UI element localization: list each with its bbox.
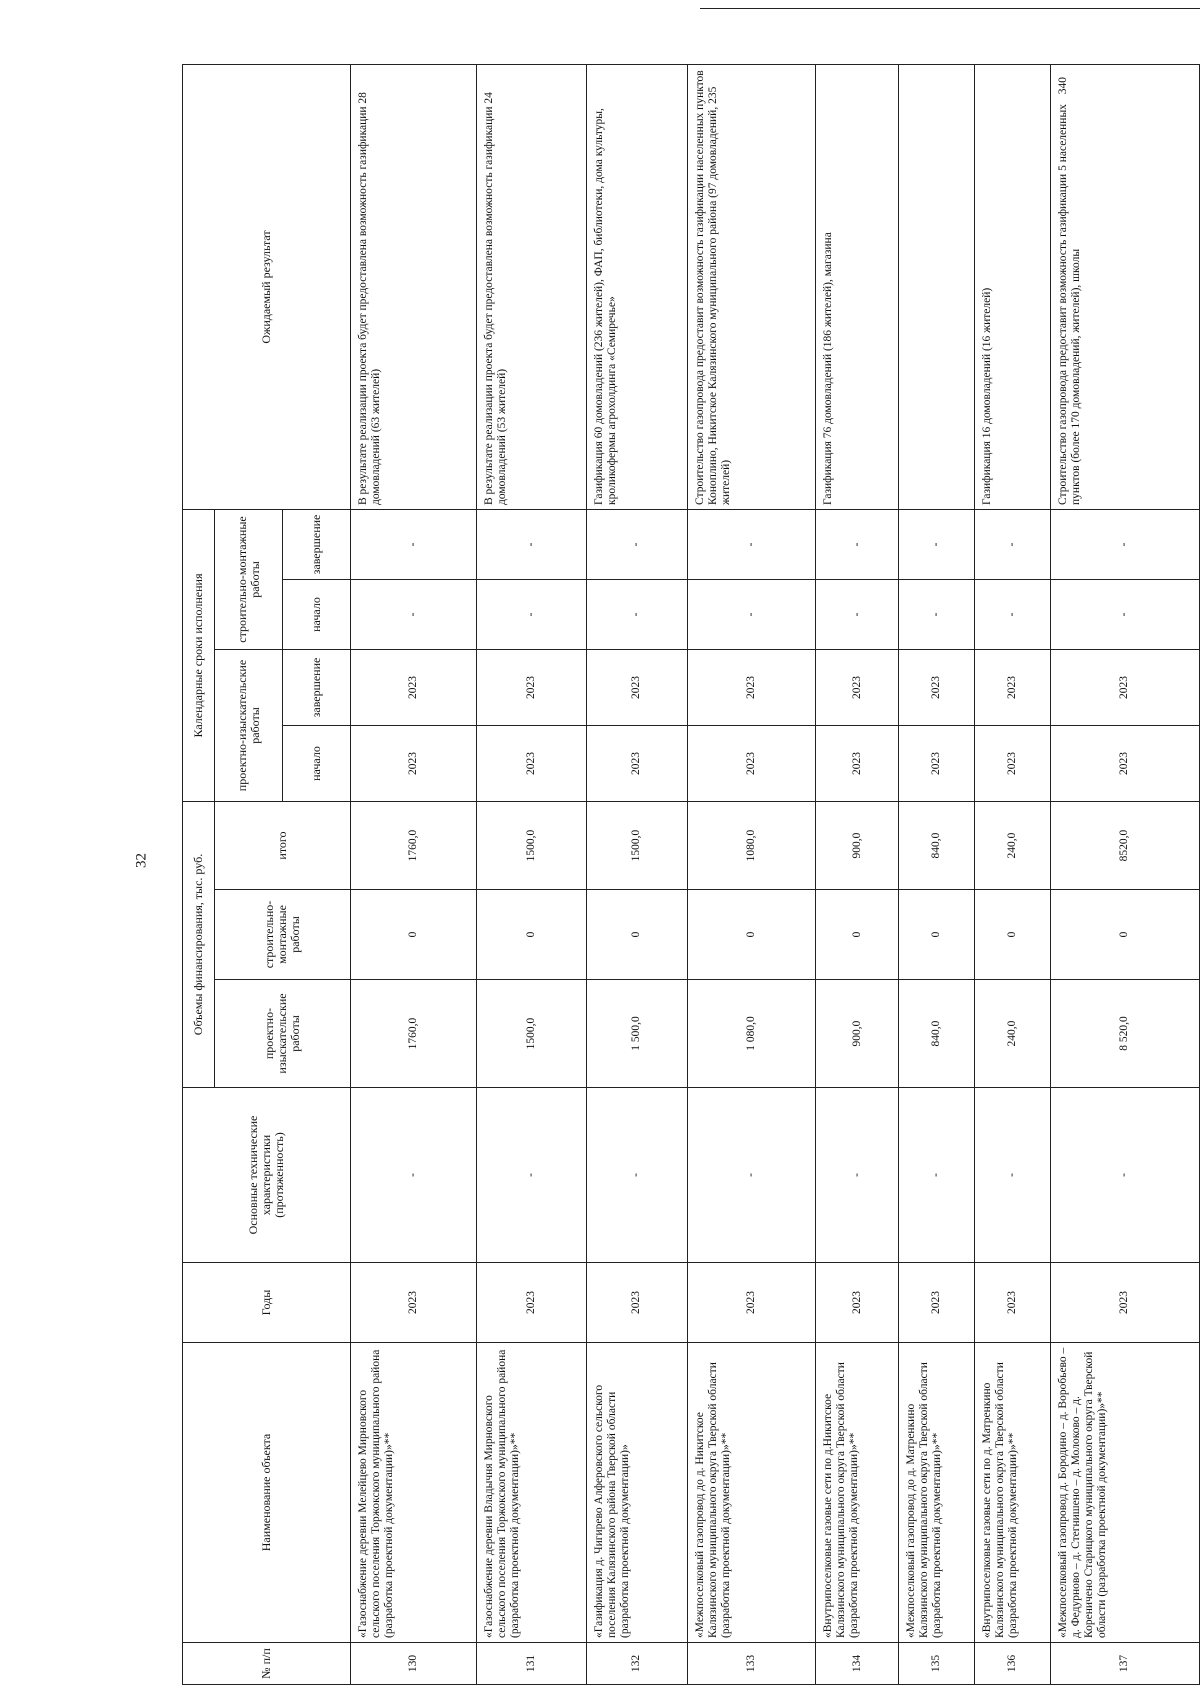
cell-construction: 0 — [586, 890, 687, 980]
result-text: Строительство газопровода предоставит возможность газификации 5 населенных пунктов (более 170 домовладений, жителей), школы — [1056, 104, 1082, 505]
cell-design: 1500,0 — [477, 980, 586, 1088]
cell-design-start: 2023 — [1050, 726, 1199, 802]
cell-construction-start: - — [816, 580, 899, 650]
cell-design: 1 080,0 — [687, 980, 816, 1088]
cell-tech: - — [898, 1088, 974, 1263]
cell-construction-end: - — [816, 509, 899, 579]
cell-result — [1050, 64, 1199, 509]
cell-design: 900,0 — [816, 980, 899, 1088]
cell-design-end: 2023 — [898, 650, 974, 726]
cell-construction: 0 — [1050, 890, 1199, 980]
cell-construction: 0 — [898, 890, 974, 980]
header-construction-cal: строительно-монтажные работы — [215, 509, 283, 649]
cell-num: 137 — [1050, 1643, 1199, 1685]
cell-total: 1500,0 — [586, 802, 687, 890]
cell-result: Газификация 60 домовладений (236 жителей), ФАП, библиотеки, дома культуры, кроликофермы агрохолдинга «Семиречье» — [586, 64, 687, 509]
header-total: итого — [215, 802, 351, 890]
header-calendar: Календарные сроки исполнения — [183, 509, 215, 801]
cell-name: «Газоснабжение деревни Владычня Мирновского сельского поселения Торжокского муниципального района (разработка проектной документации)»** — [477, 1343, 586, 1643]
cell-total: 8520,0 — [1050, 802, 1199, 890]
table-row — [816, 64, 899, 1684]
cell-construction-start: - — [351, 580, 477, 650]
table-row — [898, 64, 974, 1684]
cell-total: 1500,0 — [477, 802, 586, 890]
cell-result: Строительство газопровода предоставит возможность газификации населенных пунктов Коноплино, Никитское Калязинского муниципального района (97 домовладений, 235 жителей) — [687, 64, 816, 509]
cell-tech: - — [1050, 1088, 1199, 1263]
cell-construction-start: - — [1050, 580, 1199, 650]
cell-num: 134 — [816, 1643, 899, 1685]
cell-design-start: 2023 — [898, 726, 974, 802]
cell-design: 1 500,0 — [586, 980, 687, 1088]
cell-name: «Газоснабжение деревни Мелейцево Мирновского сельского поселения Торжокского муниципального района (разработка проектной документации)»** — [351, 1343, 477, 1643]
header-name: Наименование объекта — [183, 1343, 351, 1643]
cell-num: 136 — [974, 1643, 1050, 1685]
cell-total: 1080,0 — [687, 802, 816, 890]
cell-num: 131 — [477, 1643, 586, 1685]
header-finance: Объемы финансирования, тыс. руб. — [183, 802, 215, 1088]
table-row — [477, 64, 586, 1684]
cell-year: 2023 — [1050, 1263, 1199, 1343]
header-end-construction: завершение — [283, 509, 351, 579]
cell-year: 2023 — [816, 1263, 899, 1343]
cell-result: В результате реализации проекта будет предоставлена возможность газификации 24 домовладений (53 жителей) — [477, 64, 586, 509]
header-construction-works: строительно-монтажные работы — [215, 890, 351, 980]
cell-design: 8 520,0 — [1050, 980, 1199, 1088]
cell-name: «Газификация д. Чигирево Алферовского сельского поселения Калязинского района Тверской области (разработка проектной документации)» — [586, 1343, 687, 1643]
cell-result — [898, 64, 974, 509]
table-row — [351, 64, 477, 1684]
cell-construction: 0 — [816, 890, 899, 980]
cell-construction-start: - — [687, 580, 816, 650]
cell-construction-end: - — [586, 509, 687, 579]
cell-result: Газификация 76 домовладений (186 жителей), магазина — [816, 64, 899, 509]
cell-design: 1760,0 — [351, 980, 477, 1088]
cell-year: 2023 — [586, 1263, 687, 1343]
cell-design-end: 2023 — [477, 650, 586, 726]
cell-name: «Внутрипоселковые газовые сети по д.Никитское Калязинского муниципального округа Тверской области (разработка проектной документации)»** — [816, 1343, 899, 1643]
cell-tech: - — [586, 1088, 687, 1263]
cell-result: В результате реализации проекта будет предоставлена возможность газификации 28 домовладений (63 жителей) — [351, 64, 477, 509]
rotated-table-sheet — [182, 65, 1200, 1685]
header-tech: Основные технические характеристики (протяженность) — [183, 1088, 351, 1263]
cell-construction-start: - — [974, 580, 1050, 650]
cell-tech: - — [477, 1088, 586, 1263]
cell-design-end: 2023 — [1050, 650, 1199, 726]
cell-name: «Межпоселковый газопровод д. Бородино – д. Воробьево – д. Федурново – д. Стегнишено – д. Молоково – д. Кореничено Старицкого муниципального округа Тверской области (разработка проектной документации)»** — [1050, 1343, 1199, 1643]
cell-num: 133 — [687, 1643, 816, 1685]
cell-tech: - — [974, 1088, 1050, 1263]
gasification-table — [182, 64, 1200, 1685]
cell-construction-end: - — [477, 509, 586, 579]
header-design-cal: проектно-изыскательские работы — [215, 650, 283, 802]
cell-construction-start: - — [477, 580, 586, 650]
cell-design-end: 2023 — [974, 650, 1050, 726]
header-years: Годы — [183, 1263, 351, 1343]
cell-total: 900,0 — [816, 802, 899, 890]
cell-result: Газификация 16 домовладений (16 жителей) — [974, 64, 1050, 509]
cell-construction-end: - — [687, 509, 816, 579]
cell-year: 2023 — [477, 1263, 586, 1343]
page-number: 32 — [133, 853, 150, 868]
cell-construction-end: - — [974, 509, 1050, 579]
cell-num: 135 — [898, 1643, 974, 1685]
cell-construction-start: - — [898, 580, 974, 650]
header-design-works: проектно-изыскательские работы — [215, 980, 351, 1088]
cell-design-start: 2023 — [974, 726, 1050, 802]
cell-name: «Межпоселковый газопровод до д. Никитское Калязинского муниципального округа Тверской области (разработка проектной документации)»** — [687, 1343, 816, 1643]
header-start-design: начало — [283, 726, 351, 802]
cell-construction: 0 — [477, 890, 586, 980]
cell-design-start: 2023 — [586, 726, 687, 802]
cell-num: 132 — [586, 1643, 687, 1685]
cell-num: 130 — [351, 1643, 477, 1685]
cell-design-end: 2023 — [351, 650, 477, 726]
cell-design-start: 2023 — [816, 726, 899, 802]
cell-design-end: 2023 — [816, 650, 899, 726]
cell-tech: - — [816, 1088, 899, 1263]
header-start-construction: начало — [283, 580, 351, 650]
cell-construction: 0 — [974, 890, 1050, 980]
cell-design: 240,0 — [974, 980, 1050, 1088]
cell-name: «Внутрипоселковые газовые сети по д. Матренкино Калязинского муниципального округа Тверской области (разработка проектной документации)»** — [974, 1343, 1050, 1643]
cell-year: 2023 — [898, 1263, 974, 1343]
cell-construction: 0 — [351, 890, 477, 980]
cell-design: 840,0 — [898, 980, 974, 1088]
cell-total: 240,0 — [974, 802, 1050, 890]
table-row — [586, 64, 687, 1684]
cell-design-start: 2023 — [477, 726, 586, 802]
result-extra-number: 340 — [1056, 76, 1069, 95]
header-result: Ожидаемый результат — [183, 64, 351, 509]
top-rule — [700, 8, 1200, 9]
cell-year: 2023 — [687, 1263, 816, 1343]
cell-design-end: 2023 — [687, 650, 816, 726]
cell-year: 2023 — [974, 1263, 1050, 1343]
cell-construction: 0 — [687, 890, 816, 980]
cell-name: «Межпоселковый газопровод до д. Матренкино Калязинского муниципального округа Тверской области (разработка проектной документации)»** — [898, 1343, 974, 1643]
table-row — [1050, 64, 1199, 1684]
cell-tech: - — [687, 1088, 816, 1263]
cell-total: 840,0 — [898, 802, 974, 890]
header-num: № п/п — [183, 1643, 351, 1685]
cell-year: 2023 — [351, 1263, 477, 1343]
cell-construction-end: - — [351, 509, 477, 579]
cell-tech: - — [351, 1088, 477, 1263]
cell-design-start: 2023 — [687, 726, 816, 802]
header-end-design: завершение — [283, 650, 351, 726]
cell-construction-end: - — [1050, 509, 1199, 579]
cell-total: 1760,0 — [351, 802, 477, 890]
cell-construction-end: - — [898, 509, 974, 579]
cell-design-start: 2023 — [351, 726, 477, 802]
table-row — [687, 64, 816, 1684]
cell-design-end: 2023 — [586, 650, 687, 726]
table-row — [974, 64, 1050, 1684]
cell-construction-start: - — [586, 580, 687, 650]
